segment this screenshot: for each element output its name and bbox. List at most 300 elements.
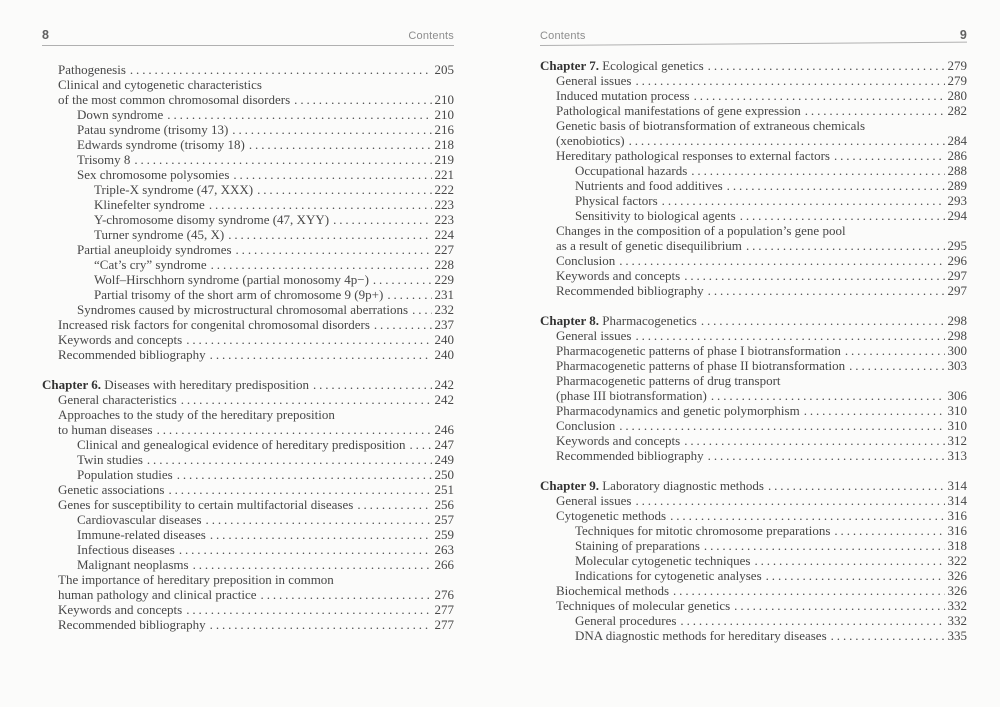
dot-leader: [804, 403, 945, 418]
left-page-header: [42, 28, 454, 42]
toc-entry-page: 277: [434, 602, 454, 617]
toc-chapter-entry: [540, 58, 967, 73]
toc-entry-title: Keywords and concepts: [556, 268, 681, 283]
dot-leader: [708, 58, 945, 73]
toc-entry-page: 276: [434, 587, 454, 602]
toc-entry-title: Approaches to the study of the hereditary preposition: [58, 407, 335, 422]
toc-entry: [77, 467, 454, 482]
right-page: [540, 28, 967, 643]
toc-entry-title: Pathogenesis: [58, 62, 126, 77]
toc-entry-title: Pharmacogenetic patterns of phase I biotransformation: [556, 343, 841, 358]
toc-entry: [556, 148, 967, 163]
dot-leader: [181, 392, 432, 407]
right-page-entries: [540, 58, 967, 643]
toc-entry-title: Cytogenetic methods: [556, 508, 667, 523]
toc-entry-page: 293: [947, 193, 967, 208]
toc-entry-title: Klinefelter syndrome: [94, 197, 205, 212]
toc-entry-title: Turner syndrome (45, X): [94, 227, 225, 242]
toc-entry-title: Chapter 7. Ecological genetics: [540, 58, 704, 73]
toc-entry: [58, 317, 454, 332]
dot-leader: [410, 437, 432, 452]
dot-leader: [211, 257, 432, 272]
dot-leader: [727, 178, 945, 193]
dot-leader: [313, 377, 432, 392]
toc-entry: [58, 332, 454, 347]
dot-leader: [412, 302, 431, 317]
toc-entry-title: Twin studies: [77, 452, 143, 467]
toc-entry-title: Immune-related diseases: [77, 527, 206, 542]
toc-entry: [575, 538, 967, 553]
toc-entry-title: Down syndrome: [77, 107, 164, 122]
toc-entry-page: 284: [947, 133, 967, 148]
toc-entry-page: 242: [434, 377, 454, 392]
chapter-label: Chapter 8.: [540, 313, 603, 328]
toc-entry-title: Conclusion: [556, 418, 616, 433]
toc-entry-page: 240: [434, 332, 454, 347]
toc-entry: [556, 118, 967, 133]
toc-entry-page: 216: [434, 122, 454, 137]
toc-entry-page: 306: [947, 388, 967, 403]
toc-entry: [58, 617, 454, 632]
toc-entry: [94, 257, 454, 272]
toc-entry-title: Pharmacogenetic patterns of drug transport: [556, 373, 781, 388]
toc-entry-title: General issues: [556, 73, 632, 88]
toc-entry-page: 266: [434, 557, 454, 572]
toc-entry-page: 224: [434, 227, 454, 242]
toc-entry-title: Trisomy 8: [77, 152, 131, 167]
dot-leader: [635, 73, 944, 88]
toc-entry: [58, 587, 454, 602]
toc-entry-page: 223: [434, 197, 454, 212]
toc-entry-page: 295: [947, 238, 967, 253]
toc-entry: [94, 272, 454, 287]
dot-leader: [831, 628, 945, 643]
toc-entry-title: Recommended bibliography: [58, 617, 206, 632]
dot-leader: [684, 268, 944, 283]
toc-entry-title: Sensitivity to biological agents: [575, 208, 736, 223]
toc-entry-title: (xenobiotics): [556, 133, 625, 148]
dot-leader: [708, 448, 945, 463]
toc-entry-title: Increased risk factors for congenital chromosomal disorders: [58, 317, 370, 332]
toc-entry-title: Pathological manifestations of gene expression: [556, 103, 801, 118]
dot-leader: [236, 242, 432, 257]
toc-entry-page: 286: [947, 148, 967, 163]
toc-chapter-entry: [540, 478, 967, 493]
toc-entry-title: Biochemical methods: [556, 583, 670, 598]
toc-entry: [77, 542, 454, 557]
chapter-label: Chapter 7.: [540, 58, 603, 73]
dot-leader: [845, 343, 945, 358]
dot-leader: [209, 197, 432, 212]
toc-entry: [94, 212, 454, 227]
toc-entry-title: “Cat’s cry” syndrome: [94, 257, 207, 272]
toc-entry-page: 219: [434, 152, 454, 167]
dot-leader: [670, 508, 944, 523]
toc-entry: [77, 107, 454, 122]
dot-leader: [186, 602, 431, 617]
toc-entry-title: Clinical and genealogical evidence of hereditary predisposition: [77, 437, 406, 452]
dot-leader: [680, 613, 944, 628]
toc-entry-title: Techniques for mitotic chromosome preparations: [575, 523, 831, 538]
toc-entry-title: Triple-X syndrome (47, XXX): [94, 182, 254, 197]
toc-entry-title: Recommended bibliography: [556, 448, 704, 463]
dot-leader: [177, 467, 432, 482]
toc-entry: [77, 527, 454, 542]
toc-entry-title: DNA diagnostic methods for hereditary diseases: [575, 628, 827, 643]
toc-entry-page: 310: [947, 418, 967, 433]
toc-entry: [58, 572, 454, 587]
toc-entry-title: as a result of genetic disequilibrium: [556, 238, 742, 253]
toc-entry: [556, 448, 967, 463]
toc-entry: [556, 343, 967, 358]
toc-entry-page: 294: [947, 208, 967, 223]
toc-chapter-entry: [540, 313, 967, 328]
left-running-head: Contents: [408, 30, 454, 42]
toc-entry-page: 314: [947, 478, 967, 493]
dot-leader: [193, 557, 432, 572]
dot-leader: [387, 287, 431, 302]
dot-leader: [805, 103, 945, 118]
toc-entry: [575, 178, 967, 193]
right-page-header: [540, 28, 967, 42]
toc-entry-title: Conclusion: [556, 253, 616, 268]
toc-entry-page: 227: [434, 242, 454, 257]
toc-entry-page: 205: [434, 62, 454, 77]
dot-leader: [179, 542, 432, 557]
toc-entry-title: to human diseases: [58, 422, 153, 437]
toc-entry-title: Chapter 6. Diseases with hereditary predisposition: [42, 377, 309, 392]
toc-entry: [58, 392, 454, 407]
toc-entry-page: 297: [947, 283, 967, 298]
dot-leader: [704, 538, 945, 553]
toc-entry: [77, 167, 454, 182]
toc-entry-title: Patau syndrome (trisomy 13): [77, 122, 229, 137]
toc-entry-title: Wolf–Hirschhorn syndrome (partial monosomy 4p−): [94, 272, 369, 287]
dot-leader: [210, 347, 432, 362]
toc-entry: [556, 598, 967, 613]
dot-leader: [834, 523, 944, 538]
dot-leader: [333, 212, 431, 227]
dot-leader: [834, 148, 945, 163]
toc-entry-page: 282: [947, 103, 967, 118]
toc-entry: [94, 227, 454, 242]
toc-entry-title: Y-chromosome disomy syndrome (47, XYY): [94, 212, 330, 227]
dot-leader: [134, 152, 431, 167]
toc-entry-page: 298: [947, 328, 967, 343]
dot-leader: [130, 62, 432, 77]
toc-entry-title: Occupational hazards: [575, 163, 688, 178]
toc-entry-page: 240: [434, 347, 454, 362]
toc-entry-page: 316: [947, 523, 967, 538]
toc-entry: [58, 347, 454, 362]
dot-leader: [740, 208, 945, 223]
toc-entry-page: 300: [947, 343, 967, 358]
dot-leader: [167, 107, 431, 122]
toc-entry-page: 277: [434, 617, 454, 632]
toc-entry: [77, 452, 454, 467]
toc-entry-page: 289: [947, 178, 967, 193]
toc-entry: [77, 512, 454, 527]
toc-entry-page: 279: [947, 73, 967, 88]
dot-leader: [635, 493, 944, 508]
dot-leader: [734, 598, 944, 613]
toc-entry: [77, 302, 454, 317]
toc-entry-page: 210: [434, 92, 454, 107]
toc-entry-title: Indications for cytogenetic analyses: [575, 568, 762, 583]
toc-entry-page: 297: [947, 268, 967, 283]
toc-entry-title: Chapter 8. Pharmacogenetics: [540, 313, 697, 328]
toc-entry-title: of the most common chromosomal disorders: [58, 92, 291, 107]
toc-entry-page: 263: [434, 542, 454, 557]
toc-entry: [575, 568, 967, 583]
dot-leader: [294, 92, 431, 107]
toc-entry-page: 296: [947, 253, 967, 268]
toc-entry-title: Hereditary pathological responses to external factors: [556, 148, 830, 163]
dot-leader: [157, 422, 432, 437]
toc-entry-page: 279: [947, 58, 967, 73]
toc-entry: [94, 182, 454, 197]
toc-entry-title: Techniques of molecular genetics: [556, 598, 731, 613]
toc-entry: [556, 253, 967, 268]
toc-entry-title: Pharmacodynamics and genetic polymorphism: [556, 403, 800, 418]
dot-leader: [619, 418, 944, 433]
dot-leader: [249, 137, 432, 152]
toc-entry-page: 222: [434, 182, 454, 197]
toc-entry-page: 256: [434, 497, 454, 512]
toc-entry-title: General issues: [556, 493, 632, 508]
toc-entry-title: General procedures: [575, 613, 677, 628]
toc-entry-title: Nutrients and food additives: [575, 178, 723, 193]
toc-entry-page: 249: [434, 452, 454, 467]
dot-leader: [711, 388, 945, 403]
toc-entry: [556, 283, 967, 298]
toc-entry: [77, 137, 454, 152]
dot-leader: [684, 433, 944, 448]
dot-leader: [232, 122, 431, 137]
toc-entry: [556, 373, 967, 388]
toc-entry: [556, 238, 967, 253]
toc-entry-title: Edwards syndrome (trisomy 18): [77, 137, 245, 152]
toc-entry-title: Clinical and cytogenetic characteristics: [58, 77, 262, 92]
toc-entry-page: 280: [947, 88, 967, 103]
toc-entry: [556, 418, 967, 433]
toc-entry: [556, 583, 967, 598]
toc-entry-title: Malignant neoplasms: [77, 557, 189, 572]
toc-entry-title: Genes for susceptibility to certain multifactorial diseases: [58, 497, 354, 512]
toc-entry-page: 210: [434, 107, 454, 122]
toc-entry: [556, 433, 967, 448]
toc-entry-title: Partial aneuploidy syndromes: [77, 242, 232, 257]
toc-entry-title: Keywords and concepts: [58, 602, 183, 617]
toc-entry-page: 310: [947, 403, 967, 418]
toc-entry: [575, 628, 967, 643]
toc-entry-title: Chapter 9. Laboratory diagnostic methods: [540, 478, 764, 493]
dot-leader: [694, 88, 945, 103]
toc-entry-title: (phase III biotransformation): [556, 388, 707, 403]
toc-entry-page: 231: [434, 287, 454, 302]
toc-entry: [77, 242, 454, 257]
toc-entry-title: General issues: [556, 328, 632, 343]
toc-entry: [58, 62, 454, 77]
toc-entry-page: 332: [947, 613, 967, 628]
toc-entry-page: 221: [434, 167, 454, 182]
toc-entry-page: 326: [947, 568, 967, 583]
toc-entry-title: Pharmacogenetic patterns of phase II biotransformation: [556, 358, 846, 373]
left-header-rule: [42, 45, 454, 46]
dot-leader: [210, 617, 432, 632]
toc-entry-title: Syndromes caused by microstructural chromosomal aberrations: [77, 302, 409, 317]
toc-entry: [58, 77, 454, 92]
toc-entry: [77, 122, 454, 137]
toc-entry: [77, 437, 454, 452]
dot-leader: [746, 238, 945, 253]
toc-entry: [575, 193, 967, 208]
toc-entry-page: 232: [434, 302, 454, 317]
dot-leader: [673, 583, 944, 598]
dot-leader: [228, 227, 431, 242]
toc-entry-page: 237: [434, 317, 454, 332]
dot-leader: [169, 482, 432, 497]
toc-chapter-entry: [42, 377, 454, 392]
toc-entry: [575, 613, 967, 628]
toc-entry-title: Keywords and concepts: [556, 433, 681, 448]
dot-leader: [691, 163, 944, 178]
toc-entry-page: 246: [434, 422, 454, 437]
dot-leader: [619, 253, 944, 268]
toc-entry-page: 259: [434, 527, 454, 542]
toc-entry: [77, 152, 454, 167]
toc-entry-title: Cardiovascular diseases: [77, 512, 202, 527]
toc-entry-title: Molecular cytogenetic techniques: [575, 553, 751, 568]
left-page: [42, 28, 454, 632]
toc-entry-title: Physical factors: [575, 193, 658, 208]
toc-entry: [58, 497, 454, 512]
toc-entry: [556, 328, 967, 343]
toc-entry-page: 223: [434, 212, 454, 227]
dot-leader: [233, 167, 431, 182]
toc-entry: [556, 493, 967, 508]
toc-entry-title: Genetic basis of biotransformation of extraneous chemicals: [556, 118, 866, 133]
dot-leader: [629, 133, 945, 148]
toc-entry-title: Genetic associations: [58, 482, 165, 497]
dot-leader: [210, 527, 432, 542]
toc-entry: [556, 508, 967, 523]
toc-entry: [556, 103, 967, 118]
toc-entry-page: 288: [947, 163, 967, 178]
toc-entry: [58, 422, 454, 437]
dot-leader: [754, 553, 944, 568]
dot-leader: [206, 512, 432, 527]
toc-entry-title: human pathology and clinical practice: [58, 587, 257, 602]
toc-entry: [575, 208, 967, 223]
toc-entry-page: 312: [947, 433, 967, 448]
toc-entry-title: Recommended bibliography: [58, 347, 206, 362]
toc-entry-page: 257: [434, 512, 454, 527]
toc-entry-page: 303: [947, 358, 967, 373]
toc-entry: [94, 197, 454, 212]
dot-leader: [849, 358, 944, 373]
toc-entry: [77, 557, 454, 572]
toc-entry: [556, 403, 967, 418]
toc-entry-page: 298: [947, 313, 967, 328]
toc-entry: [556, 88, 967, 103]
toc-entry: [575, 523, 967, 538]
dot-leader: [708, 283, 945, 298]
toc-entry-page: 314: [947, 493, 967, 508]
toc-entry-title: Changes in the composition of a population’s gene pool: [556, 223, 846, 238]
toc-entry-page: 332: [947, 598, 967, 613]
dot-leader: [357, 497, 431, 512]
right-running-head: Contents: [540, 30, 586, 42]
toc-entry-page: 218: [434, 137, 454, 152]
toc-entry-title: Infectious diseases: [77, 542, 175, 557]
right-header-rule: [540, 42, 967, 46]
toc-entry: [575, 163, 967, 178]
toc-entry: [556, 73, 967, 88]
left-page-entries: [42, 62, 454, 632]
toc-entry: [58, 482, 454, 497]
toc-entry-title: Population studies: [77, 467, 173, 482]
left-page-number: 8: [42, 28, 50, 42]
dot-leader: [186, 332, 431, 347]
toc-entry: [556, 358, 967, 373]
right-page-number: 9: [959, 28, 967, 42]
toc-entry-page: 228: [434, 257, 454, 272]
toc-entry: [58, 602, 454, 617]
toc-entry-page: 335: [947, 628, 967, 643]
toc-entry: [556, 388, 967, 403]
dot-leader: [257, 182, 431, 197]
toc-entry: [58, 407, 454, 422]
toc-entry-page: 242: [434, 392, 454, 407]
toc-entry-page: 251: [434, 482, 454, 497]
toc-entry-title: General characteristics: [58, 392, 177, 407]
toc-entry-page: 322: [947, 553, 967, 568]
toc-entry-title: The importance of hereditary preposition in common: [58, 572, 334, 587]
chapter-label: Chapter 9.: [540, 478, 603, 493]
toc-entry: [575, 553, 967, 568]
toc-entry-page: 318: [947, 538, 967, 553]
dot-leader: [701, 313, 945, 328]
toc-entry-page: 316: [947, 508, 967, 523]
toc-entry-page: 229: [434, 272, 454, 287]
toc-entry-page: 326: [947, 583, 967, 598]
dot-leader: [766, 568, 945, 583]
toc-entry-page: 250: [434, 467, 454, 482]
dot-leader: [373, 272, 432, 287]
dot-leader: [768, 478, 945, 493]
toc-entry-page: 247: [434, 437, 454, 452]
dot-leader: [261, 587, 432, 602]
toc-entry-title: Induced mutation process: [556, 88, 690, 103]
toc-entry: [94, 287, 454, 302]
dot-leader: [374, 317, 432, 332]
toc-entry-title: Partial trisomy of the short arm of chromosome 9 (9p+): [94, 287, 384, 302]
toc-entry: [58, 92, 454, 107]
toc-entry: [556, 268, 967, 283]
toc-entry-title: Recommended bibliography: [556, 283, 704, 298]
toc-entry-title: Keywords and concepts: [58, 332, 183, 347]
dot-leader: [147, 452, 432, 467]
toc-entry: [556, 133, 967, 148]
toc-entry-title: Sex chromosome polysomies: [77, 167, 230, 182]
dot-leader: [635, 328, 944, 343]
toc-entry-page: 313: [947, 448, 967, 463]
dot-leader: [662, 193, 945, 208]
toc-entry: [556, 223, 967, 238]
toc-entry-title: Staining of preparations: [575, 538, 700, 553]
chapter-label: Chapter 6.: [42, 377, 105, 392]
